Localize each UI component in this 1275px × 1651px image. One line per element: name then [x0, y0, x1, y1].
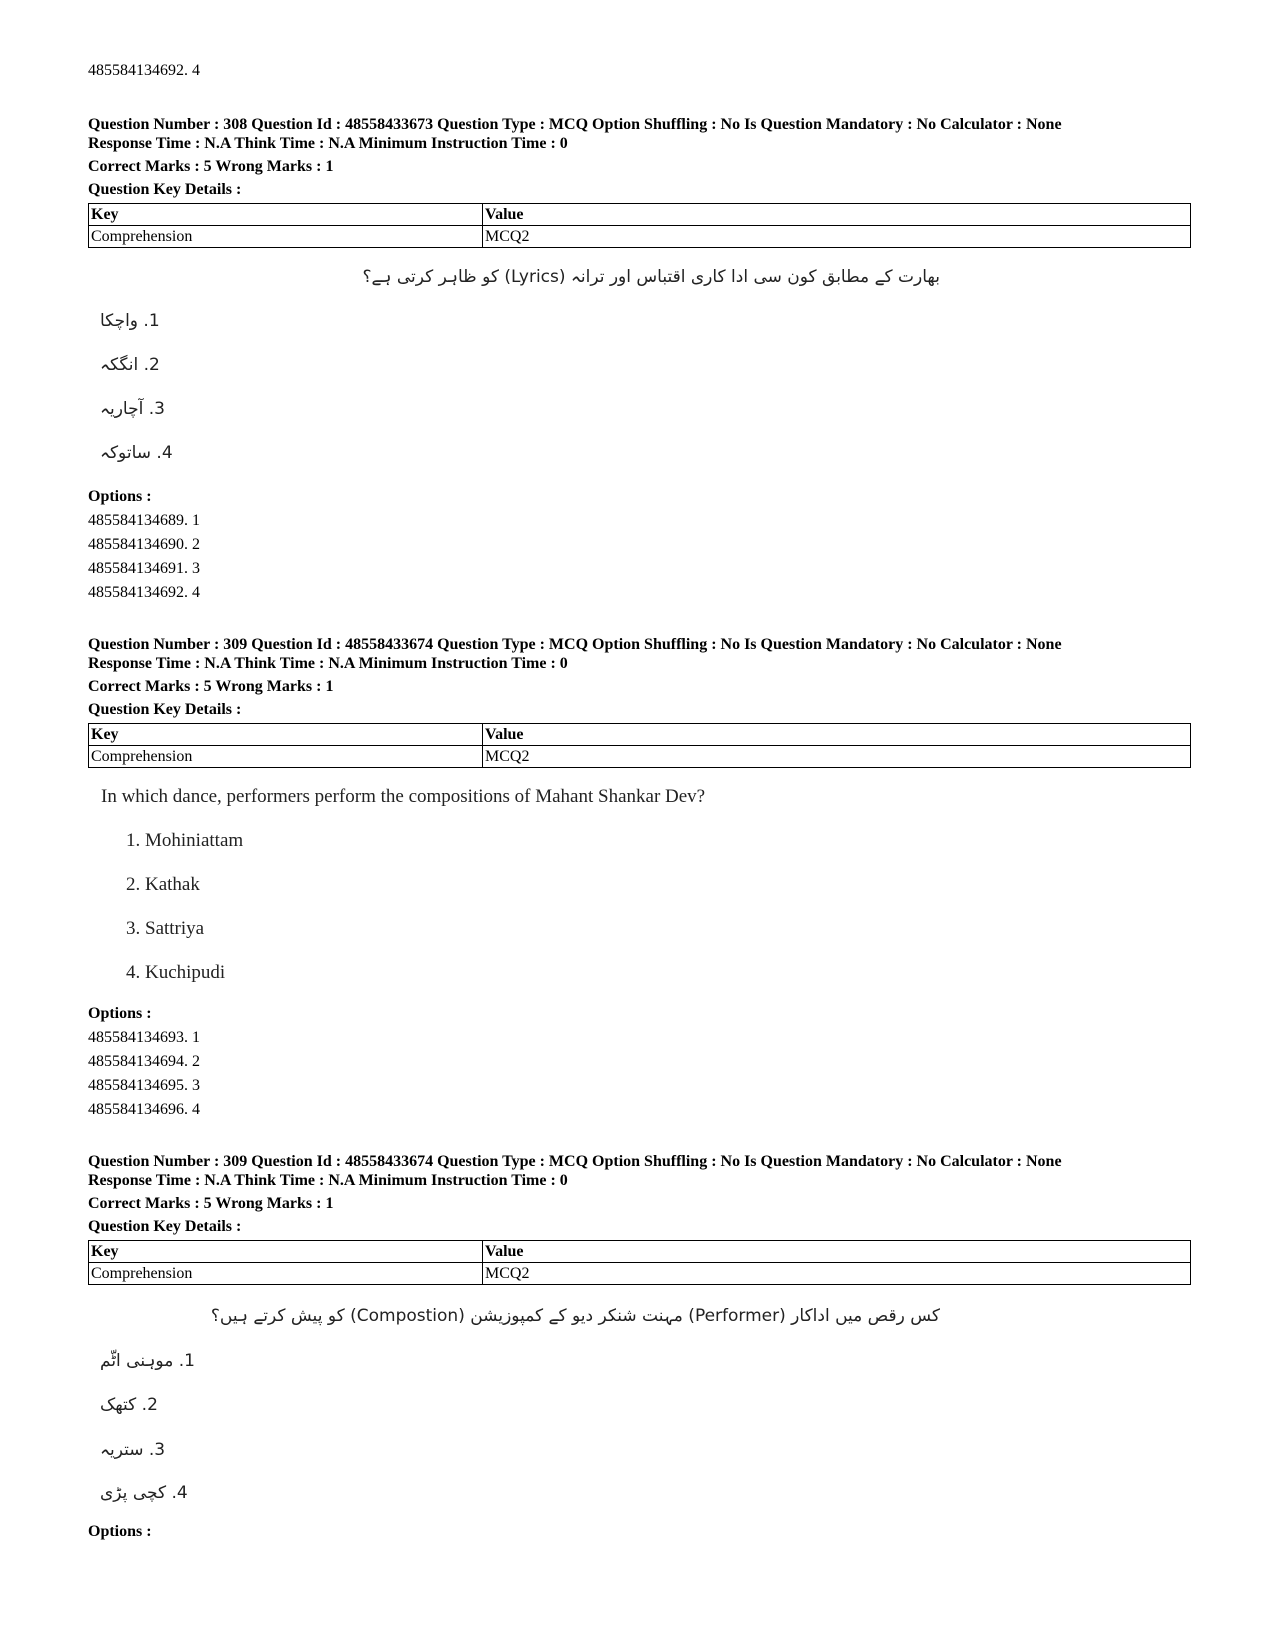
q308-option-3: 485584134691. 3 — [88, 560, 200, 577]
table-row — [89, 1263, 1191, 1285]
table-header-row — [89, 724, 1191, 746]
q309a-choice-3: 3. Sattriya — [126, 918, 205, 939]
q308-question-text: بھارت کے مطابق کون سی ادا کاری اقتباس اور ترانہ (Lyrics) کو ظاہر کرتی ہے؟ — [362, 267, 940, 287]
q309b-question-text: کس رقص میں اداکار (Performer) مہنت شنکر دیو کے کمپوزیشن (Compostion) کو پیش کرتے ہیں؟ — [210, 1306, 940, 1326]
q309a-marks: Correct Marks : 5 Wrong Marks : 1 — [88, 678, 334, 695]
key-cell: Comprehension — [89, 226, 483, 248]
q309a-option-1: 485584134693. 1 — [88, 1029, 200, 1046]
q308-choice-3: 3. آچاریہ — [100, 399, 165, 419]
q309b-choice-4: 4. کچی پڑی — [100, 1483, 188, 1503]
q308-option-1: 485584134689. 1 — [88, 512, 200, 529]
key-header: Key — [89, 204, 483, 226]
q308-options-heading: Options : — [88, 488, 152, 505]
q309a-meta-line1: Question Number : 309 Question Id : 48558433674 Question Type : MCQ Option Shuffling : No Is Question Mandatory : No Calculator : None — [88, 636, 1062, 653]
q309b-options-heading: Options : — [88, 1523, 152, 1540]
q309a-choice-4: 4. Kuchipudi — [126, 962, 226, 983]
table-header-row — [89, 1241, 1191, 1263]
table-row — [89, 746, 1191, 768]
q309a-meta-line2: Response Time : N.A Think Time : N.A Minimum Instruction Time : 0 — [88, 655, 568, 672]
q309a-question-text: In which dance, performers perform the compositions of Mahant Shankar Dev? — [101, 786, 706, 807]
q309b-marks: Correct Marks : 5 Wrong Marks : 1 — [88, 1195, 334, 1212]
key-header: Key — [89, 724, 483, 746]
q309b-choice-3: 3. ستریہ — [100, 1440, 166, 1460]
value-cell: MCQ2 — [483, 226, 1191, 248]
q309b-meta-line1: Question Number : 309 Question Id : 48558433674 Question Type : MCQ Option Shuffling : No Is Question Mandatory : No Calculator : None — [88, 1153, 1062, 1170]
value-header: Value — [483, 204, 1191, 226]
q308-option-2: 485584134690. 2 — [88, 536, 200, 553]
q309a-key-heading: Question Key Details : — [88, 701, 242, 718]
q309a-option-4: 485584134696. 4 — [88, 1101, 200, 1118]
key-header: Key — [89, 1241, 483, 1263]
value-header: Value — [483, 724, 1191, 746]
q308-choice-4: 4. ساتوکہ — [100, 443, 173, 463]
value-header: Value — [483, 1241, 1191, 1263]
q308-choice-1: 1. واچکا — [100, 311, 160, 331]
q309b-choice-1: 1. موہنی اٹّم — [100, 1351, 195, 1371]
q308-choice-2: 2. انگکہ — [100, 355, 160, 375]
carryover-option: 485584134692. 4 — [88, 62, 200, 79]
q308-meta-line2: Response Time : N.A Think Time : N.A Minimum Instruction Time : 0 — [88, 135, 568, 152]
q309a-option-2: 485584134694. 2 — [88, 1053, 200, 1070]
q309a-options-heading: Options : — [88, 1005, 152, 1022]
q308-option-4: 485584134692. 4 — [88, 584, 200, 601]
q309a-choice-1: 1. Mohiniattam — [126, 830, 244, 851]
q308-marks: Correct Marks : 5 Wrong Marks : 1 — [88, 158, 334, 175]
q309b-meta-line2: Response Time : N.A Think Time : N.A Minimum Instruction Time : 0 — [88, 1172, 568, 1189]
key-cell: Comprehension — [89, 1263, 483, 1285]
value-cell: MCQ2 — [483, 746, 1191, 768]
q309b-choice-2: 2. کتھک — [100, 1395, 158, 1415]
q308-key-table — [88, 203, 1191, 248]
table-header-row — [89, 204, 1191, 226]
key-cell: Comprehension — [89, 746, 483, 768]
q309b-key-heading: Question Key Details : — [88, 1218, 242, 1235]
value-cell: MCQ2 — [483, 1263, 1191, 1285]
q309a-key-table — [88, 723, 1191, 768]
table-row — [89, 226, 1191, 248]
q308-meta-line1: Question Number : 308 Question Id : 48558433673 Question Type : MCQ Option Shuffling : No Is Question Mandatory : No Calculator : None — [88, 116, 1062, 133]
q308-key-heading: Question Key Details : — [88, 181, 242, 198]
q309a-choice-2: 2. Kathak — [126, 874, 200, 895]
q309a-option-3: 485584134695. 3 — [88, 1077, 200, 1094]
q309b-key-table — [88, 1240, 1191, 1285]
